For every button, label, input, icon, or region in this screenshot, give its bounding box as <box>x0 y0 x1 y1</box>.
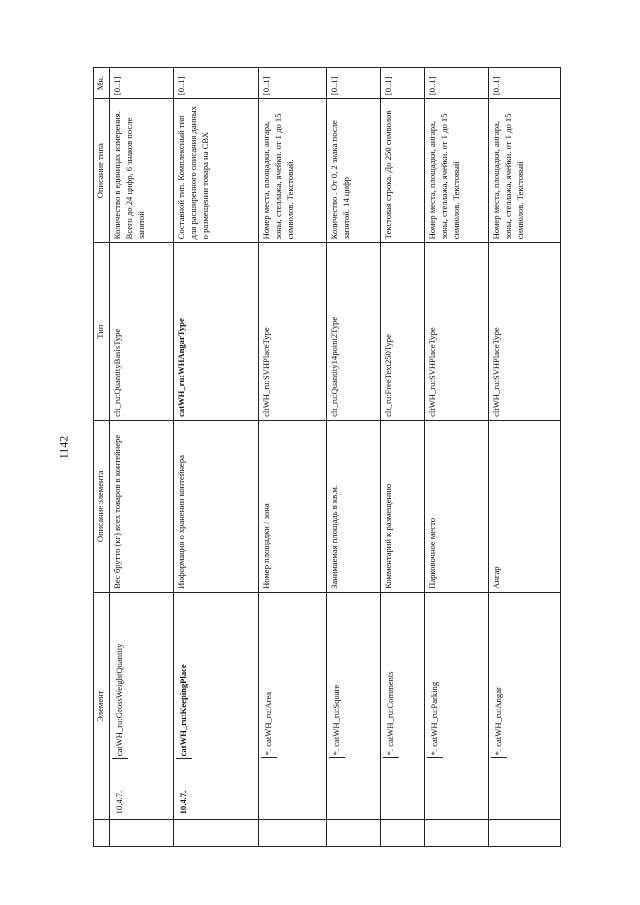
element-indent <box>383 758 399 816</box>
element-name-text: catWH_ru:Parking <box>429 681 439 747</box>
table-row <box>110 68 174 847</box>
element-cell <box>425 592 489 819</box>
element-cell <box>259 592 327 819</box>
element-name: catWH_ru:KeepingPlace <box>178 664 188 757</box>
table-header-row <box>94 68 110 847</box>
row-gap-cell <box>425 820 489 847</box>
element-description: Вес брутто (кг) всех товаров в контейнере <box>110 420 174 592</box>
rotated-table-container <box>93 67 627 847</box>
type-name: clt_ru:Quantity14point2Type <box>327 243 381 421</box>
element-cell <box>110 592 174 819</box>
multiplicity: [0..1] <box>259 68 327 99</box>
element-indent <box>261 758 277 816</box>
element-description: Ангар <box>489 420 561 592</box>
element-cell <box>489 592 561 819</box>
multiplicity: [0..1] <box>425 68 489 99</box>
element-name <box>261 596 277 758</box>
type-name: cltWH_ru:SVHPlaceType <box>489 243 561 421</box>
element-name <box>491 596 507 758</box>
element-number: *. <box>429 748 439 756</box>
element-number: *. <box>263 748 273 756</box>
header-element: Элемент <box>94 592 110 819</box>
element-name-text: catWH_ru:Angar <box>493 687 503 747</box>
type-description: Номер места, площадки, ангара, зоны, стеллажа, ячейки. от 1 до 15 символов. Текстовый <box>489 99 561 243</box>
multiplicity: [0..1] <box>174 68 259 99</box>
type-name: cltWH_ru:SVHPlaceType <box>425 243 489 421</box>
page-number: 1142 <box>56 435 71 460</box>
table-row <box>425 68 489 847</box>
type-description: Номер места, площадки, ангара, зоны, стеллажа, ячейки. от 1 до 15 символов. Текстовый. <box>259 99 327 243</box>
element-name <box>427 596 443 758</box>
element-description: Парковочное место <box>425 420 489 592</box>
type-description: Номер места, площадки, ангара, зоны, стеллажа, ячейки. от 1 до 15 символов. Текстовый <box>425 99 489 243</box>
element-number: 10.4.7. <box>176 758 192 816</box>
multiplicity: [0..1] <box>327 68 381 99</box>
element-name-text: catWH_ru:Comments <box>385 671 395 747</box>
element-indent <box>491 758 507 816</box>
header-gap <box>94 820 110 847</box>
element-name <box>329 596 345 758</box>
row-gap-cell <box>327 820 381 847</box>
type-description: Текстовая строка. До 250 символов <box>381 99 425 243</box>
table-row <box>327 68 381 847</box>
table-row <box>489 68 561 847</box>
type-description: Количество в единицах измерения. Всего до 24 цифр, 6 знаков после запятой <box>110 99 174 243</box>
type-name: catWH_ru:WHAngarType <box>174 243 259 421</box>
type-name: cltWH_ru:SVHPlaceType <box>259 243 327 421</box>
element-cell <box>327 592 381 819</box>
element-description: Занимаемая площадь в кв.м. <box>327 420 381 592</box>
element-cell <box>174 592 259 819</box>
type-description: Составной тип. Комплексный тип для расширенного описания данных о размещении товара на СВХ <box>174 99 259 243</box>
multiplicity: [0..1] <box>381 68 425 99</box>
header-element-desc: Описание элемента <box>94 420 110 592</box>
multiplicity: [0..1] <box>489 68 561 99</box>
header-type: Тип <box>94 243 110 421</box>
type-description: Количество . От 0, 2 знака после запятой. 14 цифр <box>327 99 381 243</box>
row-gap-cell <box>174 820 259 847</box>
element-number: *. <box>385 748 395 756</box>
row-gap-cell <box>259 820 327 847</box>
row-gap-cell <box>489 820 561 847</box>
row-gap-cell <box>110 820 174 847</box>
multiplicity: [0..1] <box>110 68 174 99</box>
table-row <box>381 68 425 847</box>
header-type-desc: Описание типа <box>94 99 110 243</box>
header-mult: Мн. <box>94 68 110 99</box>
table-row <box>259 68 327 847</box>
element-description: Комментарий к размещению <box>381 420 425 592</box>
type-name: clt_ru:QuantityBasisType <box>110 243 174 421</box>
row-gap-cell <box>381 820 425 847</box>
element-cell <box>381 592 425 819</box>
spec-table <box>93 67 561 847</box>
element-number: 10.4.7. <box>112 758 128 816</box>
element-number: *. <box>493 748 503 756</box>
element-number: *. <box>331 748 341 756</box>
element-description: Информация о хранении контейнера <box>174 420 259 592</box>
element-indent <box>427 758 443 816</box>
element-name-text: catWH_ru:Square <box>331 684 341 747</box>
element-name: catWH_ru:GrossWeightQuantity <box>114 643 124 757</box>
element-description: Номер площадки / зона <box>259 420 327 592</box>
table-row <box>174 68 259 847</box>
element-name-text: catWH_ru:Area <box>263 691 273 747</box>
element-name <box>383 596 399 758</box>
type-name: clt_ru:FreeText250Type <box>381 243 425 421</box>
element-indent <box>329 758 345 816</box>
